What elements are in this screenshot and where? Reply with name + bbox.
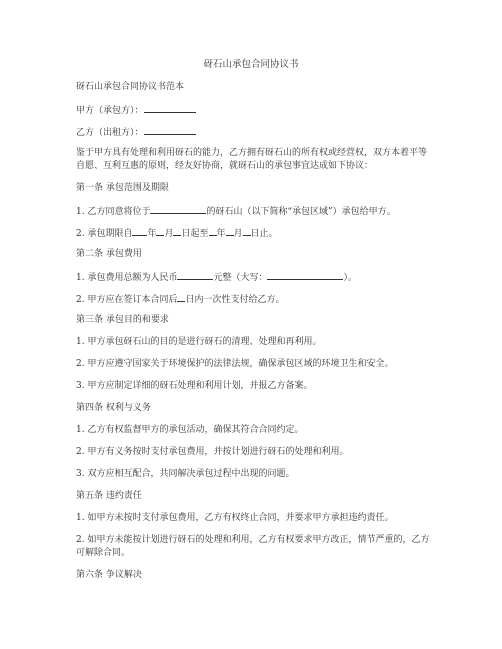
article-4-item-2: 2. 甲方有义务按时支付承包费用，并按计划进行砑石的处理和利用。 <box>76 447 349 457</box>
month-label: 月 <box>164 229 174 239</box>
end-month-blank <box>226 225 234 236</box>
party-b-label: 乙方（出租方）： <box>76 128 144 138</box>
party-a-blank <box>144 102 196 113</box>
article-2-item-1-text-b: 元整（大写： <box>213 273 268 283</box>
party-b-blank <box>144 124 196 135</box>
article-2-item-2 <box>76 291 431 307</box>
article-4-item-3: 3. 双方应相互配合，共同解决承包过程中出现的问题。 <box>76 469 295 479</box>
year-label: 年 <box>216 229 226 239</box>
article-5-heading: 第五条 违约责任 <box>76 491 142 501</box>
article-1-heading: 第一条 承包范围及期限 <box>76 183 169 193</box>
month-label: 月 <box>233 229 243 239</box>
start-year-blank <box>132 225 147 236</box>
amount-words-blank <box>267 269 343 280</box>
article-1-item-1 <box>76 203 431 219</box>
article-1-item-1-text-b: 的砑石山（以下简称“承包区域”）承包给甲方。 <box>206 207 396 217</box>
day-from-label: 日起至 <box>181 229 209 239</box>
article-4-item-1: 1. 乙方有权监督甲方的承包活动，确保其符合合同约定。 <box>76 425 304 435</box>
party-b-line <box>76 124 431 140</box>
end-year-blank <box>209 225 217 236</box>
document-subtitle: 砑石山承包合同协议书范本 <box>76 82 185 92</box>
article-2-heading: 第二条 承包费用 <box>76 249 142 259</box>
article-1-item-2 <box>76 225 431 241</box>
location-blank <box>150 203 206 214</box>
article-3-heading: 第三条 承包目的和要求 <box>76 315 169 325</box>
article-2-item-1-text-c: ）。 <box>343 273 357 283</box>
article-3-item-3: 3. 甲方应制定详细的砑石处理和利用计划，并报乙方备案。 <box>76 381 313 391</box>
article-5-item-1: 1. 如甲方未按时支付承包费用，乙方有权终止合同，并要求甲方承担违约责任。 <box>76 513 394 523</box>
article-3-item-1: 1. 甲方承包砑石山的目的是进行砑石的清理、处理和再利用。 <box>76 337 322 347</box>
article-6-heading: 第六条 争议解决 <box>76 570 142 580</box>
article-2-item-1-text-a: 1. 承包费用总额为人民币 <box>76 273 178 283</box>
article-1-item-2-text: 2. 承包期限自 <box>76 229 133 239</box>
intro-line-2: 自愿、互利互惠的原则，经友好协商，就砑石山的承包事宜达成如下协议： <box>76 161 374 171</box>
intro-line-1: 鉴于甲方具有处理和利用砑石的能力，乙方拥有砑石山的所有权或经营权，双方本着平等 <box>76 148 428 158</box>
document-title: 砑石山承包合同协议书 <box>203 59 299 70</box>
article-2-item-1 <box>76 269 431 285</box>
article-2-item-2-text-b: 日内一次性支付给乙方。 <box>185 295 285 305</box>
article-3-item-2: 2. 甲方应遵守国家关于环境保护的法律法规，确保承包区域的环境卫生和安全。 <box>76 359 394 369</box>
article-1-item-1-text-a: 1. 乙方同意将位于 <box>76 207 151 217</box>
day-end-label: 日止。 <box>250 229 278 239</box>
amount-blank <box>177 269 213 280</box>
article-5-item-2-line-1: 2. 如甲方未能按计划进行砑石的处理和利用，乙方有权要求甲方改正，情节严重的，乙方 <box>76 535 430 545</box>
article-5-item-2-line-2: 可解除合同。 <box>76 548 131 558</box>
party-a-line <box>76 102 431 118</box>
article-2-item-2-text-a: 2. 甲方应在签订本合同后 <box>76 295 178 305</box>
end-day-blank <box>243 225 251 236</box>
article-4-heading: 第四条 权利与义务 <box>76 403 151 413</box>
year-label: 年 <box>147 229 157 239</box>
party-a-label: 甲方（承包方）： <box>76 106 144 116</box>
